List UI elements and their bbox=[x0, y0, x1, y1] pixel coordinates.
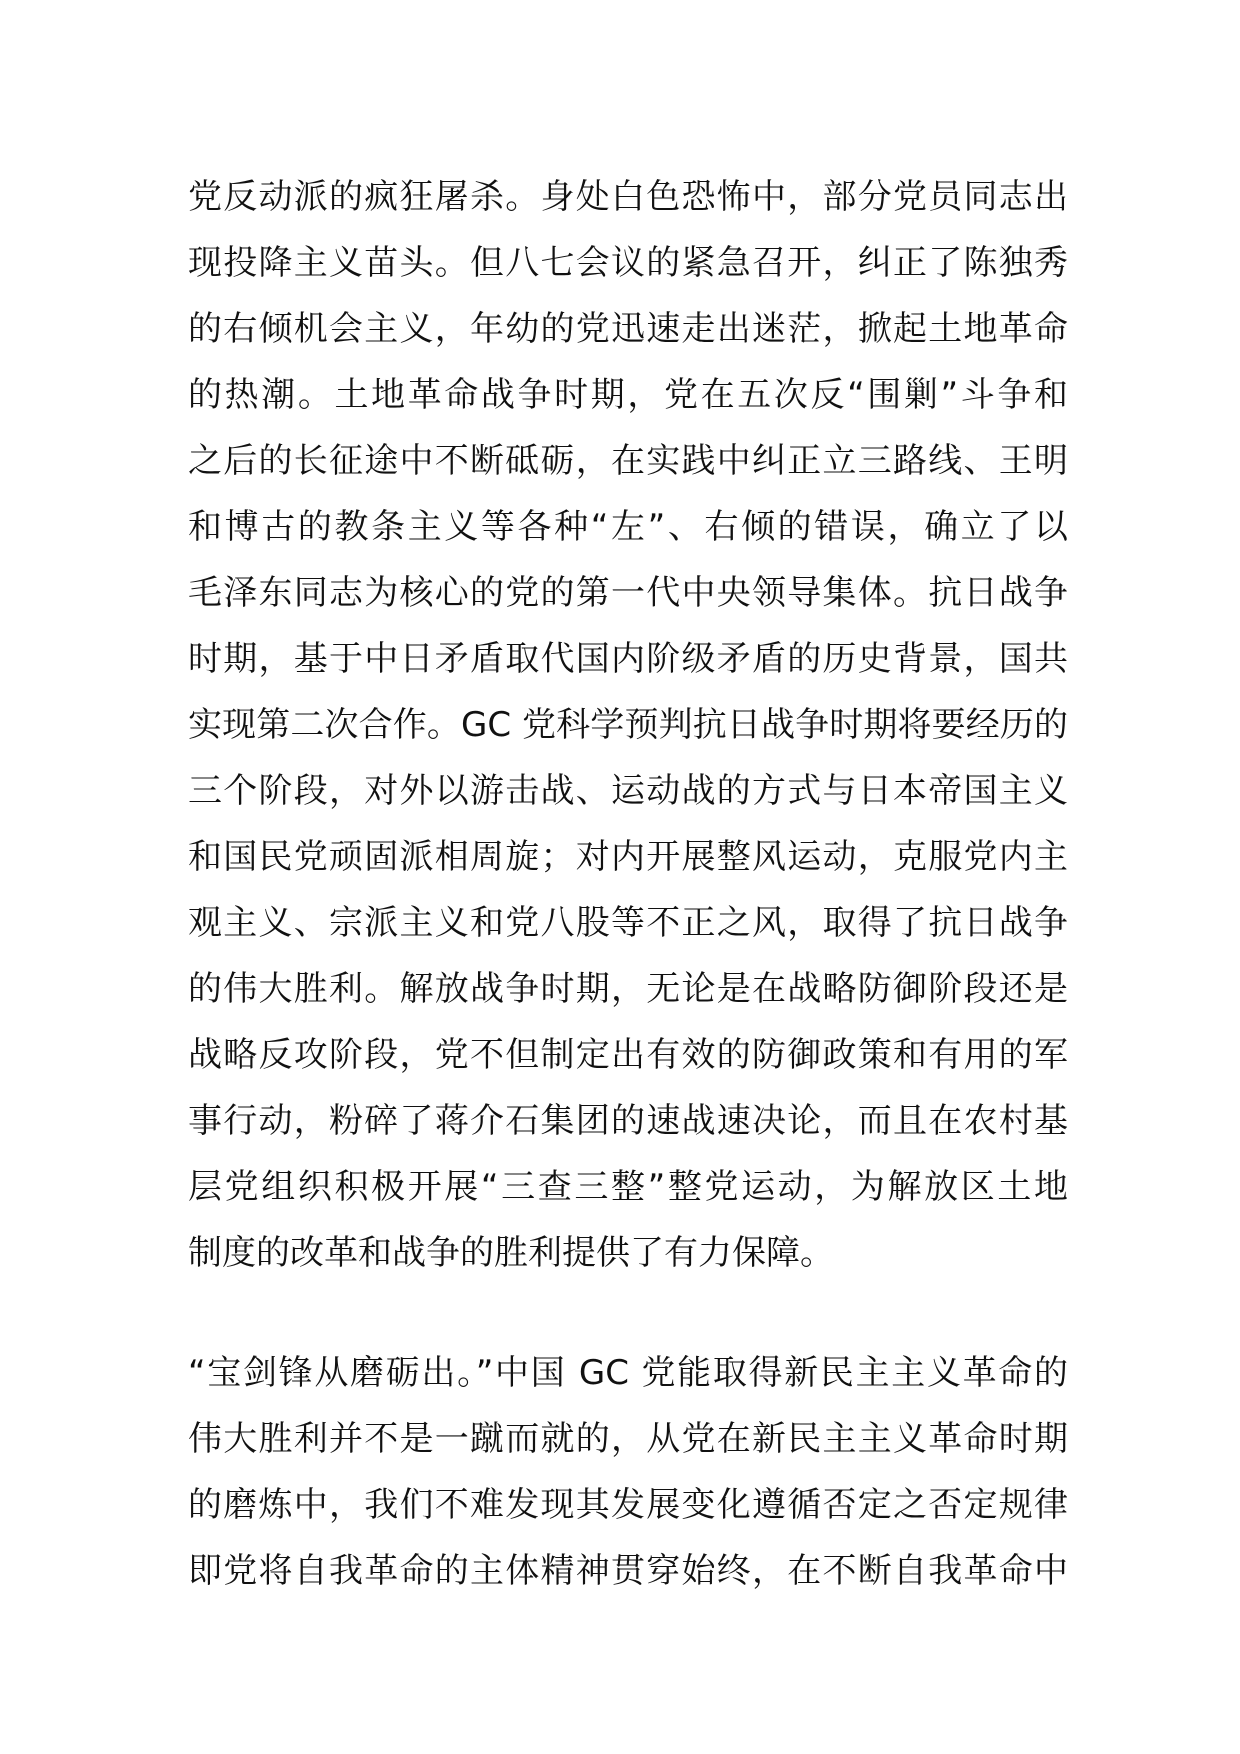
text-line: 战略反攻阶段，党不但制定出有效的防御政策和有用的军 bbox=[188, 1035, 1068, 1075]
text-line: 实现第二次合作。GC 党科学预判抗日战争时期将要经历的 bbox=[188, 705, 1068, 745]
paragraph bbox=[188, 164, 1068, 1286]
text-line: 的磨炼中，我们不难发现其发展变化遵循否定之否定规律 bbox=[188, 1485, 1068, 1525]
text-line: “宝剑锋从磨砺出。”中国 GC 党能取得新民主主义革命的 bbox=[188, 1353, 1068, 1393]
text-line: 的热潮。土地革命战争时期，党在五次反“围剿”斗争和 bbox=[188, 375, 1068, 415]
text-line: 制度的改革和战争的胜利提供了有力保障。 bbox=[188, 1233, 834, 1273]
text-line: 现投降主义苗头。但八七会议的紧急召开，纠正了陈独秀 bbox=[188, 243, 1068, 283]
text-line: 党反动派的疯狂屠杀。身处白色恐怖中，部分党员同志出 bbox=[188, 177, 1068, 217]
text-line: 即党将自我革命的主体精神贯穿始终，在不断自我革命中 bbox=[188, 1551, 1068, 1591]
text-line: 层党组织积极开展“三查三整”整党运动，为解放区土地 bbox=[188, 1167, 1068, 1207]
paragraph bbox=[188, 1340, 1068, 1604]
text-line: 之后的长征途中不断砥砺，在实践中纠正立三路线、王明 bbox=[188, 441, 1068, 481]
text-line: 伟大胜利并不是一蹴而就的，从党在新民主主义革命时期 bbox=[188, 1419, 1068, 1459]
text-line: 和国民党顽固派相周旋；对内开展整风运动，克服党内主 bbox=[188, 837, 1068, 877]
text-line: 的伟大胜利。解放战争时期，无论是在战略防御阶段还是 bbox=[188, 969, 1068, 1009]
text-line: 事行动，粉碎了蒋介石集团的速战速决论，而且在农村基 bbox=[188, 1101, 1068, 1141]
text-line: 三个阶段，对外以游击战、运动战的方式与日本帝国主义 bbox=[188, 771, 1068, 811]
text-line: 毛泽东同志为核心的党的第一代中央领导集体。抗日战争 bbox=[188, 573, 1068, 613]
text-line: 的右倾机会主义，年幼的党迅速走出迷茫，掀起土地革命 bbox=[188, 309, 1068, 349]
text-line: 时期，基于中日矛盾取代国内阶级矛盾的历史背景，国共 bbox=[188, 639, 1068, 679]
text-line: 和博古的教条主义等各种“左”、右倾的错误，确立了以 bbox=[188, 507, 1068, 547]
text-line: 观主义、宗派主义和党八股等不正之风，取得了抗日战争 bbox=[188, 903, 1068, 943]
